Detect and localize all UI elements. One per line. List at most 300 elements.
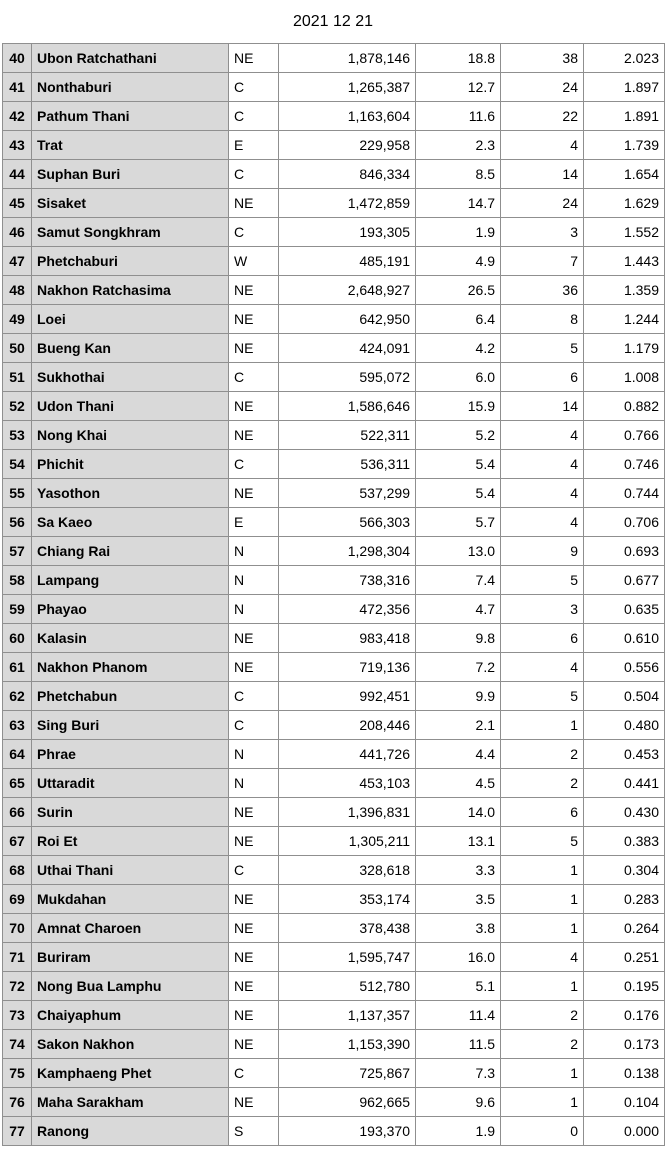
rate-cell: 0.882 bbox=[584, 392, 665, 421]
region-cell: NE bbox=[229, 943, 279, 972]
cases-cell: 14 bbox=[501, 392, 584, 421]
table-row bbox=[3, 276, 665, 305]
population-cell: 1,472,859 bbox=[279, 189, 416, 218]
region-cell: NE bbox=[229, 624, 279, 653]
population-share-cell: 13.0 bbox=[416, 537, 501, 566]
province-cell: Suphan Buri bbox=[32, 160, 229, 189]
region-cell: NE bbox=[229, 914, 279, 943]
table-row bbox=[3, 450, 665, 479]
table-row bbox=[3, 102, 665, 131]
region-cell: N bbox=[229, 740, 279, 769]
population-cell: 595,072 bbox=[279, 363, 416, 392]
region-cell: N bbox=[229, 595, 279, 624]
region-cell: NE bbox=[229, 827, 279, 856]
region-cell: NE bbox=[229, 334, 279, 363]
population-share-cell: 6.0 bbox=[416, 363, 501, 392]
province-cell: Ubon Ratchathani bbox=[32, 44, 229, 73]
table-row bbox=[3, 885, 665, 914]
rate-cell: 1.008 bbox=[584, 363, 665, 392]
rank-cell: 48 bbox=[3, 276, 32, 305]
population-cell: 1,878,146 bbox=[279, 44, 416, 73]
table-row bbox=[3, 218, 665, 247]
cases-cell: 7 bbox=[501, 247, 584, 276]
region-cell: NE bbox=[229, 44, 279, 73]
cases-cell: 1 bbox=[501, 856, 584, 885]
rate-cell: 0.504 bbox=[584, 682, 665, 711]
region-cell: NE bbox=[229, 479, 279, 508]
table-row bbox=[3, 537, 665, 566]
rank-cell: 43 bbox=[3, 131, 32, 160]
region-cell: C bbox=[229, 160, 279, 189]
province-cell: Nonthaburi bbox=[32, 73, 229, 102]
population-share-cell: 18.8 bbox=[416, 44, 501, 73]
population-cell: 1,137,357 bbox=[279, 1001, 416, 1030]
rank-cell: 52 bbox=[3, 392, 32, 421]
cases-cell: 24 bbox=[501, 189, 584, 218]
table-row bbox=[3, 392, 665, 421]
table-row bbox=[3, 624, 665, 653]
province-cell: Phrae bbox=[32, 740, 229, 769]
table-row bbox=[3, 479, 665, 508]
region-cell: C bbox=[229, 218, 279, 247]
population-share-cell: 14.7 bbox=[416, 189, 501, 218]
table-row bbox=[3, 566, 665, 595]
cases-cell: 6 bbox=[501, 798, 584, 827]
cases-cell: 1 bbox=[501, 885, 584, 914]
rank-cell: 71 bbox=[3, 943, 32, 972]
population-cell: 378,438 bbox=[279, 914, 416, 943]
rate-cell: 0.176 bbox=[584, 1001, 665, 1030]
cases-cell: 1 bbox=[501, 972, 584, 1001]
rank-cell: 62 bbox=[3, 682, 32, 711]
cases-cell: 4 bbox=[501, 653, 584, 682]
population-cell: 1,586,646 bbox=[279, 392, 416, 421]
rate-cell: 1.359 bbox=[584, 276, 665, 305]
rate-cell: 1.897 bbox=[584, 73, 665, 102]
population-cell: 642,950 bbox=[279, 305, 416, 334]
cases-cell: 2 bbox=[501, 740, 584, 769]
rate-cell: 1.739 bbox=[584, 131, 665, 160]
rate-cell: 0.283 bbox=[584, 885, 665, 914]
rate-cell: 0.677 bbox=[584, 566, 665, 595]
population-share-cell: 2.1 bbox=[416, 711, 501, 740]
population-cell: 208,446 bbox=[279, 711, 416, 740]
rank-cell: 72 bbox=[3, 972, 32, 1001]
rank-cell: 49 bbox=[3, 305, 32, 334]
population-cell: 485,191 bbox=[279, 247, 416, 276]
rate-cell: 0.610 bbox=[584, 624, 665, 653]
population-share-cell: 9.8 bbox=[416, 624, 501, 653]
rank-cell: 53 bbox=[3, 421, 32, 450]
table-row bbox=[3, 769, 665, 798]
population-share-cell: 14.0 bbox=[416, 798, 501, 827]
table-row bbox=[3, 740, 665, 769]
province-cell: Nakhon Ratchasima bbox=[32, 276, 229, 305]
rank-cell: 57 bbox=[3, 537, 32, 566]
province-cell: Kalasin bbox=[32, 624, 229, 653]
population-share-cell: 6.4 bbox=[416, 305, 501, 334]
table-row bbox=[3, 131, 665, 160]
cases-cell: 14 bbox=[501, 160, 584, 189]
rank-cell: 73 bbox=[3, 1001, 32, 1030]
rate-cell: 0.635 bbox=[584, 595, 665, 624]
page-title: 2021 12 21 bbox=[292, 13, 374, 30]
province-cell: Sakon Nakhon bbox=[32, 1030, 229, 1059]
rank-cell: 56 bbox=[3, 508, 32, 537]
population-share-cell: 1.9 bbox=[416, 218, 501, 247]
population-share-cell: 13.1 bbox=[416, 827, 501, 856]
population-cell: 1,595,747 bbox=[279, 943, 416, 972]
rank-cell: 76 bbox=[3, 1088, 32, 1117]
rate-cell: 0.744 bbox=[584, 479, 665, 508]
cases-cell: 1 bbox=[501, 1088, 584, 1117]
population-share-cell: 2.3 bbox=[416, 131, 501, 160]
population-share-cell: 7.4 bbox=[416, 566, 501, 595]
population-share-cell: 7.3 bbox=[416, 1059, 501, 1088]
population-share-cell: 11.6 bbox=[416, 102, 501, 131]
population-cell: 193,370 bbox=[279, 1117, 416, 1146]
rank-cell: 65 bbox=[3, 769, 32, 798]
region-cell: NE bbox=[229, 653, 279, 682]
region-cell: NE bbox=[229, 972, 279, 1001]
province-cell: Phetchaburi bbox=[32, 247, 229, 276]
province-cell: Roi Et bbox=[32, 827, 229, 856]
rank-cell: 66 bbox=[3, 798, 32, 827]
province-cell: Sisaket bbox=[32, 189, 229, 218]
table-row bbox=[3, 711, 665, 740]
cases-cell: 6 bbox=[501, 363, 584, 392]
table-row bbox=[3, 914, 665, 943]
rate-cell: 0.746 bbox=[584, 450, 665, 479]
region-cell: NE bbox=[229, 885, 279, 914]
cases-cell: 5 bbox=[501, 827, 584, 856]
table-row bbox=[3, 595, 665, 624]
rate-cell: 0.195 bbox=[584, 972, 665, 1001]
cases-cell: 3 bbox=[501, 218, 584, 247]
rank-cell: 69 bbox=[3, 885, 32, 914]
rank-cell: 55 bbox=[3, 479, 32, 508]
population-cell: 193,305 bbox=[279, 218, 416, 247]
population-share-cell: 9.6 bbox=[416, 1088, 501, 1117]
table-row bbox=[3, 305, 665, 334]
cases-cell: 4 bbox=[501, 943, 584, 972]
table-row bbox=[3, 856, 665, 885]
province-cell: Bueng Kan bbox=[32, 334, 229, 363]
rate-cell: 1.629 bbox=[584, 189, 665, 218]
population-share-cell: 11.4 bbox=[416, 1001, 501, 1030]
rate-cell: 0.383 bbox=[584, 827, 665, 856]
rate-cell: 0.104 bbox=[584, 1088, 665, 1117]
province-cell: Trat bbox=[32, 131, 229, 160]
cases-cell: 2 bbox=[501, 1030, 584, 1059]
rank-cell: 77 bbox=[3, 1117, 32, 1146]
region-cell: S bbox=[229, 1117, 279, 1146]
population-share-cell: 5.7 bbox=[416, 508, 501, 537]
rank-cell: 59 bbox=[3, 595, 32, 624]
table-body bbox=[3, 44, 665, 1146]
cases-cell: 4 bbox=[501, 508, 584, 537]
population-share-cell: 16.0 bbox=[416, 943, 501, 972]
population-share-cell: 11.5 bbox=[416, 1030, 501, 1059]
population-cell: 1,305,211 bbox=[279, 827, 416, 856]
province-cell: Lampang bbox=[32, 566, 229, 595]
table-row bbox=[3, 827, 665, 856]
population-share-cell: 3.8 bbox=[416, 914, 501, 943]
rate-cell: 0.173 bbox=[584, 1030, 665, 1059]
table-row bbox=[3, 1117, 665, 1146]
rank-cell: 64 bbox=[3, 740, 32, 769]
cases-cell: 36 bbox=[501, 276, 584, 305]
table-row bbox=[3, 798, 665, 827]
population-share-cell: 12.7 bbox=[416, 73, 501, 102]
population-cell: 962,665 bbox=[279, 1088, 416, 1117]
population-cell: 1,396,831 bbox=[279, 798, 416, 827]
population-cell: 353,174 bbox=[279, 885, 416, 914]
region-cell: NE bbox=[229, 1088, 279, 1117]
cases-cell: 0 bbox=[501, 1117, 584, 1146]
rate-cell: 0.706 bbox=[584, 508, 665, 537]
region-cell: N bbox=[229, 769, 279, 798]
population-share-cell: 7.2 bbox=[416, 653, 501, 682]
province-table bbox=[2, 43, 665, 1146]
cases-cell: 5 bbox=[501, 682, 584, 711]
cases-cell: 1 bbox=[501, 914, 584, 943]
region-cell: C bbox=[229, 450, 279, 479]
region-cell: NE bbox=[229, 798, 279, 827]
population-cell: 983,418 bbox=[279, 624, 416, 653]
province-cell: Chiang Rai bbox=[32, 537, 229, 566]
cases-cell: 6 bbox=[501, 624, 584, 653]
region-cell: NE bbox=[229, 1001, 279, 1030]
province-cell: Yasothon bbox=[32, 479, 229, 508]
rank-cell: 40 bbox=[3, 44, 32, 73]
table-row bbox=[3, 943, 665, 972]
population-share-cell: 4.5 bbox=[416, 769, 501, 798]
cases-cell: 9 bbox=[501, 537, 584, 566]
table-row bbox=[3, 73, 665, 102]
table-row bbox=[3, 421, 665, 450]
rate-cell: 1.244 bbox=[584, 305, 665, 334]
cases-cell: 3 bbox=[501, 595, 584, 624]
province-cell: Mukdahan bbox=[32, 885, 229, 914]
cases-cell: 5 bbox=[501, 334, 584, 363]
population-cell: 566,303 bbox=[279, 508, 416, 537]
population-cell: 992,451 bbox=[279, 682, 416, 711]
region-cell: NE bbox=[229, 276, 279, 305]
province-cell: Samut Songkhram bbox=[32, 218, 229, 247]
rate-cell: 0.304 bbox=[584, 856, 665, 885]
population-share-cell: 5.4 bbox=[416, 450, 501, 479]
rank-cell: 70 bbox=[3, 914, 32, 943]
rank-cell: 60 bbox=[3, 624, 32, 653]
region-cell: E bbox=[229, 131, 279, 160]
rate-cell: 0.693 bbox=[584, 537, 665, 566]
region-cell: N bbox=[229, 566, 279, 595]
rate-cell: 2.023 bbox=[584, 44, 665, 73]
rate-cell: 1.179 bbox=[584, 334, 665, 363]
rank-cell: 45 bbox=[3, 189, 32, 218]
province-cell: Sing Buri bbox=[32, 711, 229, 740]
region-cell: C bbox=[229, 856, 279, 885]
rank-cell: 50 bbox=[3, 334, 32, 363]
cases-cell: 24 bbox=[501, 73, 584, 102]
region-cell: C bbox=[229, 73, 279, 102]
province-cell: Kamphaeng Phet bbox=[32, 1059, 229, 1088]
population-cell: 1,265,387 bbox=[279, 73, 416, 102]
rate-cell: 1.891 bbox=[584, 102, 665, 131]
table-row bbox=[3, 1001, 665, 1030]
population-cell: 846,334 bbox=[279, 160, 416, 189]
province-cell: Uttaradit bbox=[32, 769, 229, 798]
province-cell: Chaiyaphum bbox=[32, 1001, 229, 1030]
population-share-cell: 3.5 bbox=[416, 885, 501, 914]
province-cell: Sa Kaeo bbox=[32, 508, 229, 537]
cases-cell: 2 bbox=[501, 769, 584, 798]
province-cell: Nong Khai bbox=[32, 421, 229, 450]
table-row bbox=[3, 508, 665, 537]
rate-cell: 1.654 bbox=[584, 160, 665, 189]
rank-cell: 58 bbox=[3, 566, 32, 595]
region-cell: C bbox=[229, 363, 279, 392]
region-cell: NE bbox=[229, 392, 279, 421]
population-share-cell: 1.9 bbox=[416, 1117, 501, 1146]
cases-cell: 1 bbox=[501, 711, 584, 740]
rate-cell: 0.766 bbox=[584, 421, 665, 450]
population-cell: 725,867 bbox=[279, 1059, 416, 1088]
province-cell: Phetchabun bbox=[32, 682, 229, 711]
region-cell: N bbox=[229, 537, 279, 566]
region-cell: E bbox=[229, 508, 279, 537]
rank-cell: 67 bbox=[3, 827, 32, 856]
rank-cell: 42 bbox=[3, 102, 32, 131]
population-cell: 2,648,927 bbox=[279, 276, 416, 305]
population-cell: 229,958 bbox=[279, 131, 416, 160]
rate-cell: 1.443 bbox=[584, 247, 665, 276]
table-row bbox=[3, 334, 665, 363]
rate-cell: 0.138 bbox=[584, 1059, 665, 1088]
rank-cell: 51 bbox=[3, 363, 32, 392]
table-row bbox=[3, 189, 665, 218]
region-cell: C bbox=[229, 682, 279, 711]
population-cell: 1,163,604 bbox=[279, 102, 416, 131]
region-cell: NE bbox=[229, 305, 279, 334]
region-cell: C bbox=[229, 711, 279, 740]
region-cell: C bbox=[229, 102, 279, 131]
population-cell: 537,299 bbox=[279, 479, 416, 508]
rate-cell: 0.441 bbox=[584, 769, 665, 798]
province-cell: Nakhon Phanom bbox=[32, 653, 229, 682]
population-share-cell: 15.9 bbox=[416, 392, 501, 421]
population-cell: 472,356 bbox=[279, 595, 416, 624]
rank-cell: 63 bbox=[3, 711, 32, 740]
cases-cell: 22 bbox=[501, 102, 584, 131]
rate-cell: 0.480 bbox=[584, 711, 665, 740]
population-share-cell: 5.4 bbox=[416, 479, 501, 508]
population-cell: 719,136 bbox=[279, 653, 416, 682]
province-cell: Udon Thani bbox=[32, 392, 229, 421]
population-cell: 536,311 bbox=[279, 450, 416, 479]
population-share-cell: 5.2 bbox=[416, 421, 501, 450]
table-row bbox=[3, 363, 665, 392]
rank-cell: 54 bbox=[3, 450, 32, 479]
population-share-cell: 8.5 bbox=[416, 160, 501, 189]
province-cell: Ranong bbox=[32, 1117, 229, 1146]
province-cell: Uthai Thani bbox=[32, 856, 229, 885]
rate-cell: 0.000 bbox=[584, 1117, 665, 1146]
cases-cell: 38 bbox=[501, 44, 584, 73]
table-row bbox=[3, 1030, 665, 1059]
rank-cell: 75 bbox=[3, 1059, 32, 1088]
province-cell: Pathum Thani bbox=[32, 102, 229, 131]
region-cell: NE bbox=[229, 421, 279, 450]
population-share-cell: 5.1 bbox=[416, 972, 501, 1001]
region-cell: W bbox=[229, 247, 279, 276]
province-cell: Sukhothai bbox=[32, 363, 229, 392]
rate-cell: 0.264 bbox=[584, 914, 665, 943]
province-cell: Amnat Charoen bbox=[32, 914, 229, 943]
table-row bbox=[3, 247, 665, 276]
population-cell: 522,311 bbox=[279, 421, 416, 450]
cases-cell: 4 bbox=[501, 479, 584, 508]
rank-cell: 47 bbox=[3, 247, 32, 276]
rate-cell: 0.556 bbox=[584, 653, 665, 682]
population-share-cell: 4.7 bbox=[416, 595, 501, 624]
table-row bbox=[3, 653, 665, 682]
population-share-cell: 4.4 bbox=[416, 740, 501, 769]
province-cell: Phayao bbox=[32, 595, 229, 624]
rank-cell: 61 bbox=[3, 653, 32, 682]
table-row bbox=[3, 1088, 665, 1117]
table-row bbox=[3, 972, 665, 1001]
population-cell: 512,780 bbox=[279, 972, 416, 1001]
population-cell: 453,103 bbox=[279, 769, 416, 798]
region-cell: NE bbox=[229, 1030, 279, 1059]
rate-cell: 0.453 bbox=[584, 740, 665, 769]
rank-cell: 46 bbox=[3, 218, 32, 247]
cases-cell: 4 bbox=[501, 131, 584, 160]
region-cell: C bbox=[229, 1059, 279, 1088]
population-cell: 441,726 bbox=[279, 740, 416, 769]
province-cell: Buriram bbox=[32, 943, 229, 972]
cases-cell: 4 bbox=[501, 421, 584, 450]
population-share-cell: 4.2 bbox=[416, 334, 501, 363]
province-cell: Nong Bua Lamphu bbox=[32, 972, 229, 1001]
rank-cell: 44 bbox=[3, 160, 32, 189]
province-cell: Maha Sarakham bbox=[32, 1088, 229, 1117]
region-cell: NE bbox=[229, 189, 279, 218]
cases-cell: 8 bbox=[501, 305, 584, 334]
population-cell: 1,298,304 bbox=[279, 537, 416, 566]
rank-cell: 41 bbox=[3, 73, 32, 102]
rate-cell: 0.430 bbox=[584, 798, 665, 827]
population-cell: 328,618 bbox=[279, 856, 416, 885]
population-share-cell: 3.3 bbox=[416, 856, 501, 885]
population-share-cell: 4.9 bbox=[416, 247, 501, 276]
rank-cell: 74 bbox=[3, 1030, 32, 1059]
population-cell: 1,153,390 bbox=[279, 1030, 416, 1059]
population-share-cell: 9.9 bbox=[416, 682, 501, 711]
population-cell: 738,316 bbox=[279, 566, 416, 595]
province-cell: Phichit bbox=[32, 450, 229, 479]
cases-cell: 4 bbox=[501, 450, 584, 479]
table-row bbox=[3, 160, 665, 189]
population-cell: 424,091 bbox=[279, 334, 416, 363]
province-cell: Loei bbox=[32, 305, 229, 334]
rate-cell: 1.552 bbox=[584, 218, 665, 247]
rank-cell: 68 bbox=[3, 856, 32, 885]
cases-cell: 1 bbox=[501, 1059, 584, 1088]
table-row bbox=[3, 682, 665, 711]
